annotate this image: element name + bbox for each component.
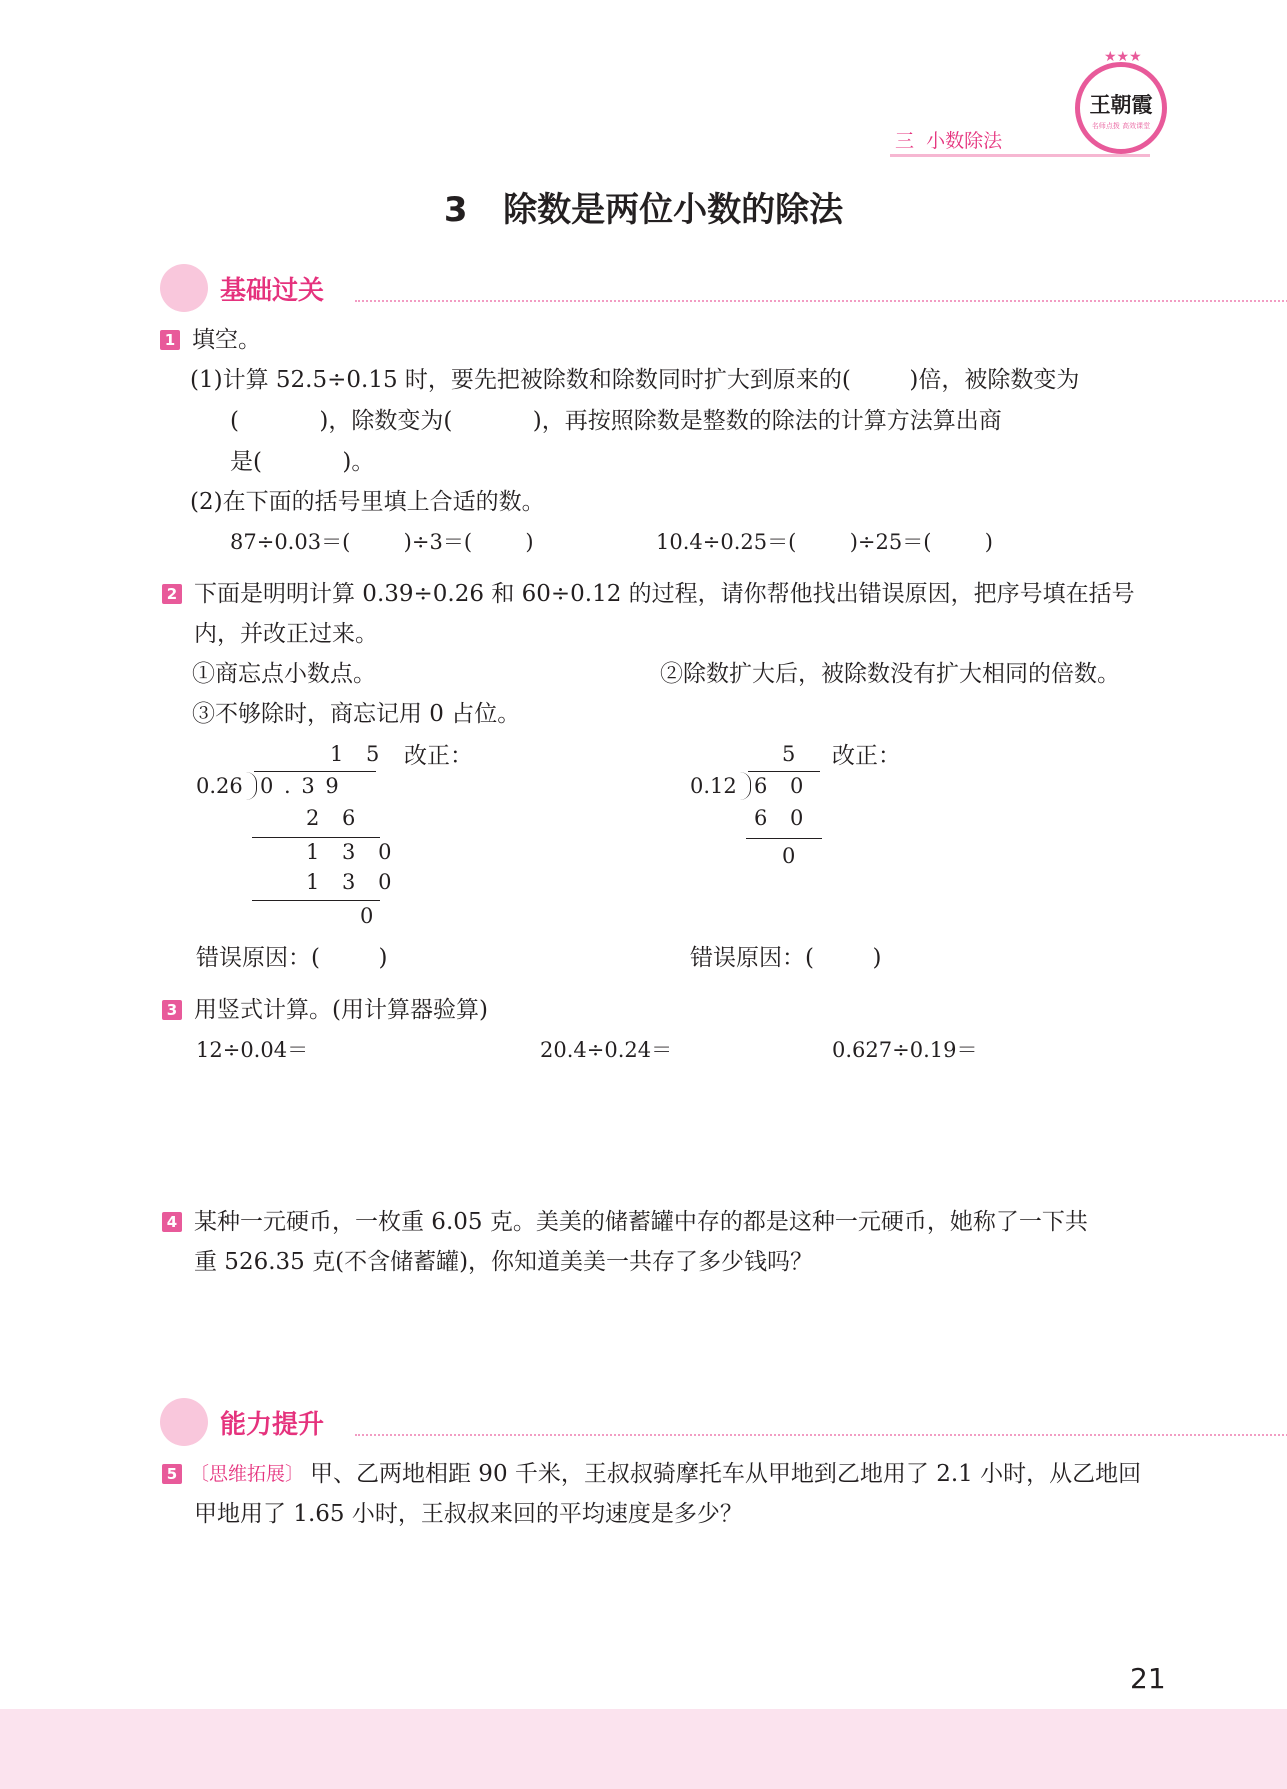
section-basic-header xyxy=(160,264,1160,312)
question-1-part2-line1: (2)在下面的括号里填上合适的数。 xyxy=(190,489,545,515)
question-3-item-2: 20.4÷0.24＝ xyxy=(540,1038,673,1062)
mascot-icon xyxy=(160,1398,208,1446)
calc-b-dividend: 6 0 xyxy=(754,774,812,798)
calc-a-line1 xyxy=(252,837,380,838)
calc-b-remainder: 0 xyxy=(782,844,804,868)
calc-a-reason: 错误原因：( ) xyxy=(196,945,388,971)
mascot-icon xyxy=(160,264,208,312)
section-divider xyxy=(355,1434,1287,1436)
brand-logo xyxy=(1075,49,1167,154)
question-1-part2-expr-b: 10.4÷0.25＝( )÷25＝( ) xyxy=(656,530,994,554)
question-5-badge: 5 xyxy=(162,1464,182,1484)
calc-a-step2: 1 3 0 xyxy=(306,840,400,864)
calc-a-top-line xyxy=(254,771,376,772)
calc-b-line1 xyxy=(746,838,822,839)
question-4-line1: 某种一元硬币，一枚重 6.05 克。美美的储蓄罐中存的都是这种一元硬币，她称了一下共 xyxy=(194,1209,1088,1235)
footer-band xyxy=(0,1709,1287,1789)
question-3-item-1: 12÷0.04＝ xyxy=(196,1038,309,1062)
calc-b-bracket xyxy=(740,772,751,800)
question-4-badge: 4 xyxy=(162,1212,182,1232)
calc-a-line2 xyxy=(252,900,380,901)
question-2-line2: 内，并改正过来。 xyxy=(194,621,378,647)
logo-crown-icon: ★★★ xyxy=(1104,49,1142,65)
chapter-underline xyxy=(890,154,1150,157)
calc-b-quotient: 5 xyxy=(782,742,804,766)
question-2-line1: 下面是明明计算 0.39÷0.26 和 60÷0.12 的过程，请你帮他找出错误原因，把序号填在括号 xyxy=(194,581,1135,607)
calc-a-step3: 1 3 0 xyxy=(306,870,400,894)
section-advanced-title: 能力提升 xyxy=(220,1410,325,1440)
question-3-prompt: 用竖式计算。(用计算器验算) xyxy=(194,997,488,1023)
section-advanced-header xyxy=(160,1398,1160,1446)
calc-b-step1: 6 0 xyxy=(754,806,812,830)
calc-a-dividend: 0 . 3 9 xyxy=(260,774,341,798)
page-number: 21 xyxy=(1130,1662,1166,1695)
long-division-a xyxy=(196,740,400,940)
calc-a-fix-label: 改正： xyxy=(404,743,473,769)
calc-a-remainder: 0 xyxy=(360,904,382,928)
question-3-item-3: 0.627÷0.19＝ xyxy=(832,1038,978,1062)
page-title: 3 除数是两位小数的除法 xyxy=(443,190,844,230)
calc-a-divisor: 0.26 xyxy=(196,774,243,798)
calc-b-reason: 错误原因：( ) xyxy=(690,945,882,971)
question-2-option1: ①商忘点小数点。 xyxy=(192,661,376,687)
question-5-line1: 甲、乙两地相距 90 千米，王叔叔骑摩托车从甲地到乙地用了 2.1 小时，从乙地回 xyxy=(310,1461,1142,1487)
question-5-line2: 甲地用了 1.65 小时，王叔叔来回的平均速度是多少？ xyxy=(194,1501,743,1527)
long-division-b xyxy=(690,740,840,880)
question-1-prompt: 填空。 xyxy=(192,327,261,353)
logo-subtext: 名师点拨 高效课堂 xyxy=(1091,122,1151,130)
calc-a-bracket xyxy=(246,772,257,800)
section-divider xyxy=(355,300,1287,302)
question-2-badge: 2 xyxy=(162,584,182,604)
question-1-part1-line1: (1)计算 52.5÷0.15 时，要先把被除数和除数同时扩大到原来的( )倍，被除数变为 xyxy=(190,367,1080,393)
question-2-option2: ②除数扩大后，被除数没有扩大相同的倍数。 xyxy=(660,661,1120,687)
question-1-part2-expr-a: 87÷0.03＝( )÷3＝( ) xyxy=(230,530,534,554)
chapter-label: 三 小数除法 xyxy=(895,130,1003,152)
section-basic-title: 基础过关 xyxy=(220,276,325,306)
calc-b-divisor: 0.12 xyxy=(690,774,737,798)
question-5-tag: 〔思维拓展〕 xyxy=(190,1463,305,1485)
calc-a-quotient: 1 5 xyxy=(330,742,388,766)
question-3-badge: 3 xyxy=(162,1000,182,1020)
question-4-line2: 重 526.35 克(不含储蓄罐)，你知道美美一共存了多少钱吗？ xyxy=(194,1249,814,1275)
calc-a-step1: 2 6 xyxy=(306,806,364,830)
calc-b-fix-label: 改正： xyxy=(832,743,901,769)
logo-text: 王朝霞 xyxy=(1089,92,1153,117)
question-1-badge: 1 xyxy=(160,330,180,350)
question-2-option3: ③不够除时，商忘记用 0 占位。 xyxy=(192,701,521,727)
question-1-part1-line2: ( )，除数变为( )，再按照除数是整数的除法的计算方法算出商 xyxy=(230,408,1002,434)
calc-b-top-line xyxy=(748,771,820,772)
question-1-part1-line3: 是( )。 xyxy=(230,449,375,475)
